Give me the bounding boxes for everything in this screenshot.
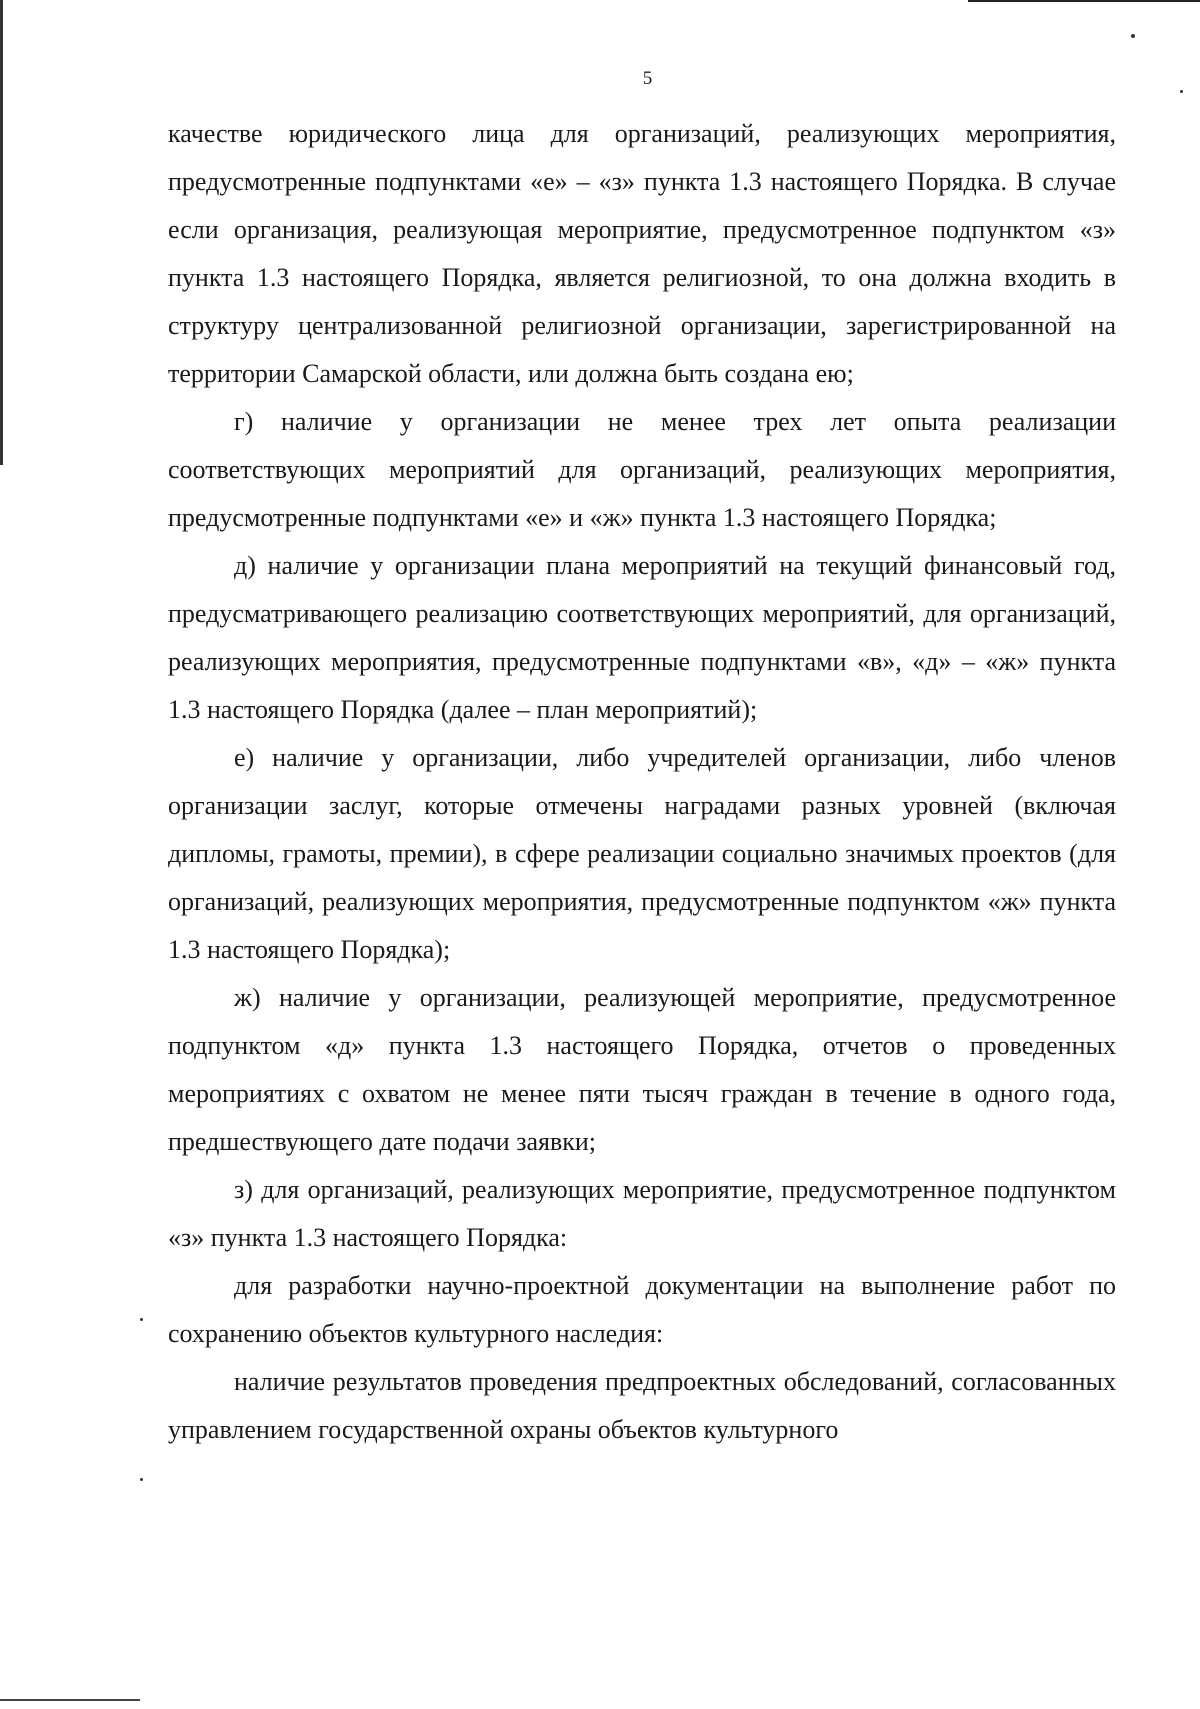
paragraph-item-d: д) наличие у организации плана мероприятий на текущий финансовый год, предусматривающего реализацию соответствующих мероприятий, для организаций, реализующих мероприятия, предусмотренные подпунктами «в», «д» – «ж» пункта 1.3 настоящего Порядка (далее – план мероприятий); <box>168 551 1116 724</box>
scan-speck <box>140 1478 143 1481</box>
scan-speck <box>140 1318 143 1321</box>
scan-speck <box>1131 34 1135 38</box>
document-body <box>168 110 1116 1454</box>
scan-edge-top <box>968 0 1200 2</box>
scan-speck <box>1180 90 1183 93</box>
paragraph-item-e: е) наличие у организации, либо учредителей организации, либо членов организации заслуг, которые отмечены наградами разных уровней (включая дипломы, грамоты, премии), в сфере реализации социально значимых проектов (для организаций, реализующих мероприятия, предусмотренные подпунктом «ж» пункта 1.3 настоящего Порядка); <box>168 743 1116 964</box>
paragraph-item-g: г) наличие у организации не менее трех лет опыта реализации соответствующих мероприятий для организаций, реализующих мероприятия, предусмотренные подпунктами «е» и «ж» пункта 1.3 настоящего Порядка; <box>168 407 1116 532</box>
paragraph-continuation: качестве юридического лица для организаций, реализующих мероприятия, предусмотренные подпунктами «е» – «з» пункта 1.3 настоящего Порядка. В случае если организация, реализующая мероприятие, предусмотренное подпунктом «з» пункта 1.3 настоящего Порядка, является религиозной, то она должна входить в структуру централизованной религиозной организации, зарегистрированной на территории Самарской области, или должна быть создана ею; <box>168 119 1116 388</box>
paragraph-item-zh: ж) наличие у организации, реализующей мероприятие, предусмотренное подпунктом «д» пункта 1.3 настоящего Порядка, отчетов о проведенных мероприятиях с охватом не менее пяти тысяч граждан в течение в одного года, предшествующего дате подачи заявки; <box>168 983 1116 1156</box>
page-number: 5 <box>642 68 653 89</box>
paragraph-item-z: з) для организаций, реализующих мероприятие, предусмотренное подпунктом «з» пункта 1.3 настоящего Порядка: <box>168 1175 1116 1252</box>
paragraph-item-z-sub2: наличие результатов проведения предпроектных обследований, согласованных управлением государственной охраны объектов культурного <box>168 1367 1116 1444</box>
paragraph-item-z-sub1: для разработки научно-проектной документации на выполнение работ по сохранению объектов культурного наследия: <box>168 1271 1116 1348</box>
scan-edge-bottom <box>0 1699 140 1701</box>
